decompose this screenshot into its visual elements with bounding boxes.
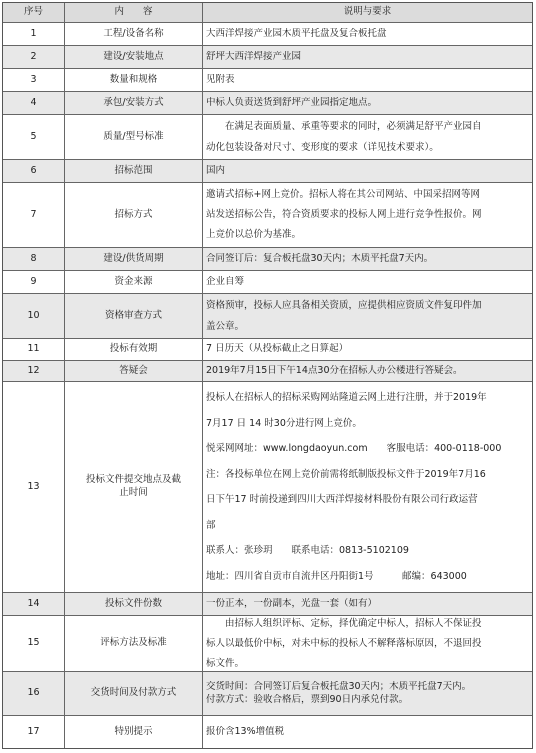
table-row — [3, 671, 532, 715]
table-row — [3, 91, 532, 114]
table-row — [3, 247, 532, 270]
row-number: 7 — [30, 208, 37, 220]
row-item — [64, 23, 202, 45]
description-line: 一份正本，一份副本，光盘一套（如有） — [206, 597, 378, 609]
table-row — [3, 114, 532, 159]
table-row — [3, 270, 532, 293]
row-item-label: 建设/供货周期 — [103, 252, 164, 264]
description-line: 标人以最低价中标，对未中标的投标人不解释落标原因，不退回投 — [206, 637, 482, 649]
description-line: 企业自筹 — [206, 275, 245, 287]
description-line: 部 — [206, 519, 216, 531]
row-number: 13 — [27, 480, 40, 492]
table-row — [3, 45, 532, 68]
row-description — [202, 46, 532, 68]
table-row — [3, 68, 532, 91]
description-line: 7 日历天（从投标截止之日算起） — [206, 343, 349, 355]
row-description — [202, 593, 532, 615]
row-item-label: 资格审查方式 — [104, 309, 162, 321]
row-number: 17 — [27, 725, 40, 737]
description-line: 站发送招标公告，符合资质要求的投标人网上进行竞争性报价。网 — [206, 209, 482, 220]
description-line: 联系人：张珍玥 联系电话：0813-5102109 — [206, 545, 409, 556]
row-item-label: 特别提示 — [114, 725, 153, 737]
description-line: 国内 — [206, 164, 226, 176]
row-item — [64, 361, 202, 381]
row-item — [64, 92, 202, 114]
row-item-label: 承包/安装方式 — [103, 96, 164, 108]
row-item — [64, 46, 202, 68]
description-line: 投标人在招标人的招标采购网站隆道云网上进行注册，并于2019年 — [206, 392, 487, 403]
description-line: 报价含13%增值税 — [206, 725, 285, 737]
row-number: 15 — [27, 637, 40, 649]
table-row — [3, 22, 532, 45]
row-number: 12 — [27, 364, 40, 376]
row-number: 3 — [30, 73, 37, 85]
row-description — [202, 339, 532, 360]
row-description — [202, 115, 532, 159]
description-line: 付款方式：验收合格后，票到90日内承兑付款。 — [206, 693, 409, 705]
table-row — [3, 615, 532, 671]
header-no: 序号 — [23, 6, 43, 18]
row-number: 6 — [30, 164, 37, 176]
row-item-label: 答疑会 — [119, 364, 148, 376]
row-description — [202, 92, 532, 114]
header-desc: 说明与要求 — [202, 3, 532, 22]
row-item-label: 建设/安装地点 — [103, 50, 164, 62]
row-description — [202, 271, 532, 293]
requirements-table — [2, 2, 533, 749]
table-row — [3, 715, 532, 748]
row-number: 14 — [27, 597, 40, 609]
table-row — [3, 182, 532, 247]
table-row — [3, 293, 532, 338]
description-line: 合同签订后：复合板托盘30天内；木质平托盘7天内。 — [206, 252, 434, 264]
row-number: 11 — [27, 343, 40, 355]
description-line: 舒坪大西洋焊接产业园 — [206, 50, 302, 62]
description-line: 悦采网网址：www.longdaoyun.com 客服电话：400-0118-000 — [206, 443, 502, 454]
description-line: 地址：四川省自贡市自流井区丹阳街1号 邮编：643000 — [206, 570, 467, 582]
row-number: 16 — [27, 687, 40, 699]
description-line: 2019年7月15日下午14点30分在招标人办公楼进行答疑会。 — [206, 364, 463, 376]
row-item — [64, 382, 202, 592]
row-description — [202, 23, 532, 45]
description-line: 注：各投标单位在网上竞价前需将纸制版投标文件于2019年7月16 — [206, 468, 486, 480]
row-description — [202, 616, 532, 671]
row-item — [64, 160, 202, 182]
description-line: 标文件。 — [206, 657, 245, 669]
row-item — [64, 294, 202, 338]
row-item — [64, 339, 202, 360]
row-item-label: 招标方式 — [114, 208, 153, 220]
header-row — [3, 3, 532, 22]
description-line: 上竞价以总价为基准。 — [206, 229, 302, 240]
table-row — [3, 159, 532, 182]
description-line: 见附表 — [206, 73, 235, 85]
row-description — [202, 183, 532, 247]
description-line: 资格预审，投标人应具备相关资质，应提供相应资质文件复印件加 — [206, 300, 482, 311]
row-number: 4 — [30, 96, 37, 108]
row-item — [64, 672, 202, 715]
row-number: 2 — [30, 50, 37, 62]
row-item-label: 评标方法及标准 — [100, 637, 167, 649]
table-row — [3, 381, 532, 592]
description-line: 7月17 日 14 时30分进行网上竞价。 — [206, 417, 362, 429]
row-item — [64, 271, 202, 293]
row-description — [202, 716, 532, 748]
description-line: 动化包装设备对尺寸、变形度的要求（详见技术要求）。 — [206, 142, 439, 153]
row-item — [64, 593, 202, 615]
row-description — [202, 248, 532, 270]
row-item — [64, 248, 202, 270]
row-item — [64, 69, 202, 91]
table-row — [3, 338, 532, 360]
description-line: 交货时间：合同签订后复合板托盘30天内；木质平托盘7天内。 — [206, 680, 472, 692]
row-description — [202, 294, 532, 338]
description-line: 大西洋焊接产业园木质平托盘及复合板托盘 — [206, 27, 387, 39]
row-description — [202, 672, 532, 715]
row-description — [202, 160, 532, 182]
row-item-label: 投标有效期 — [109, 343, 158, 355]
header-item: 内 容 — [64, 3, 202, 22]
row-description — [202, 69, 532, 91]
row-item-label: 交货时间及付款方式 — [90, 687, 177, 699]
row-description — [202, 361, 532, 381]
row-item-label: 工程/设备名称 — [103, 27, 164, 39]
table-row — [3, 360, 532, 381]
row-number: 1 — [30, 27, 37, 39]
row-description — [202, 382, 532, 592]
description-line: 盖公章。 — [206, 321, 245, 332]
description-line: 在满足表面质量、承重等要求的同时，必须满足舒平产业园自 — [225, 121, 482, 132]
row-number: 9 — [30, 275, 37, 287]
row-number: 8 — [30, 252, 37, 264]
row-item — [64, 616, 202, 671]
row-number: 10 — [27, 309, 40, 321]
table-row — [3, 592, 532, 615]
row-item — [64, 115, 202, 159]
row-item — [64, 716, 202, 748]
row-item-label: 招标范围 — [114, 164, 153, 176]
description-line: 邀请式招标+网上竞价。招标人将在其公司网站、中国采招网等网 — [206, 189, 480, 200]
row-item-label: 投标文件提交地点及截止时间 — [85, 474, 181, 498]
row-number: 5 — [30, 130, 37, 142]
row-item — [64, 183, 202, 247]
row-item-label: 投标文件份数 — [104, 597, 162, 609]
description-line: 中标人负责送货到舒坪产业园指定地点。 — [206, 96, 378, 108]
description-line: 日下午17 时前投递到四川大西洋焊接材料股份有限公司行政运营 — [206, 494, 478, 505]
row-item-label: 质量/型号标准 — [103, 130, 164, 142]
description-line: 由招标人组织评标、定标，择优确定中标人，招标人不保证投 — [225, 617, 482, 629]
row-item-label: 数量和规格 — [109, 73, 158, 85]
row-item-label: 资金来源 — [114, 275, 153, 287]
